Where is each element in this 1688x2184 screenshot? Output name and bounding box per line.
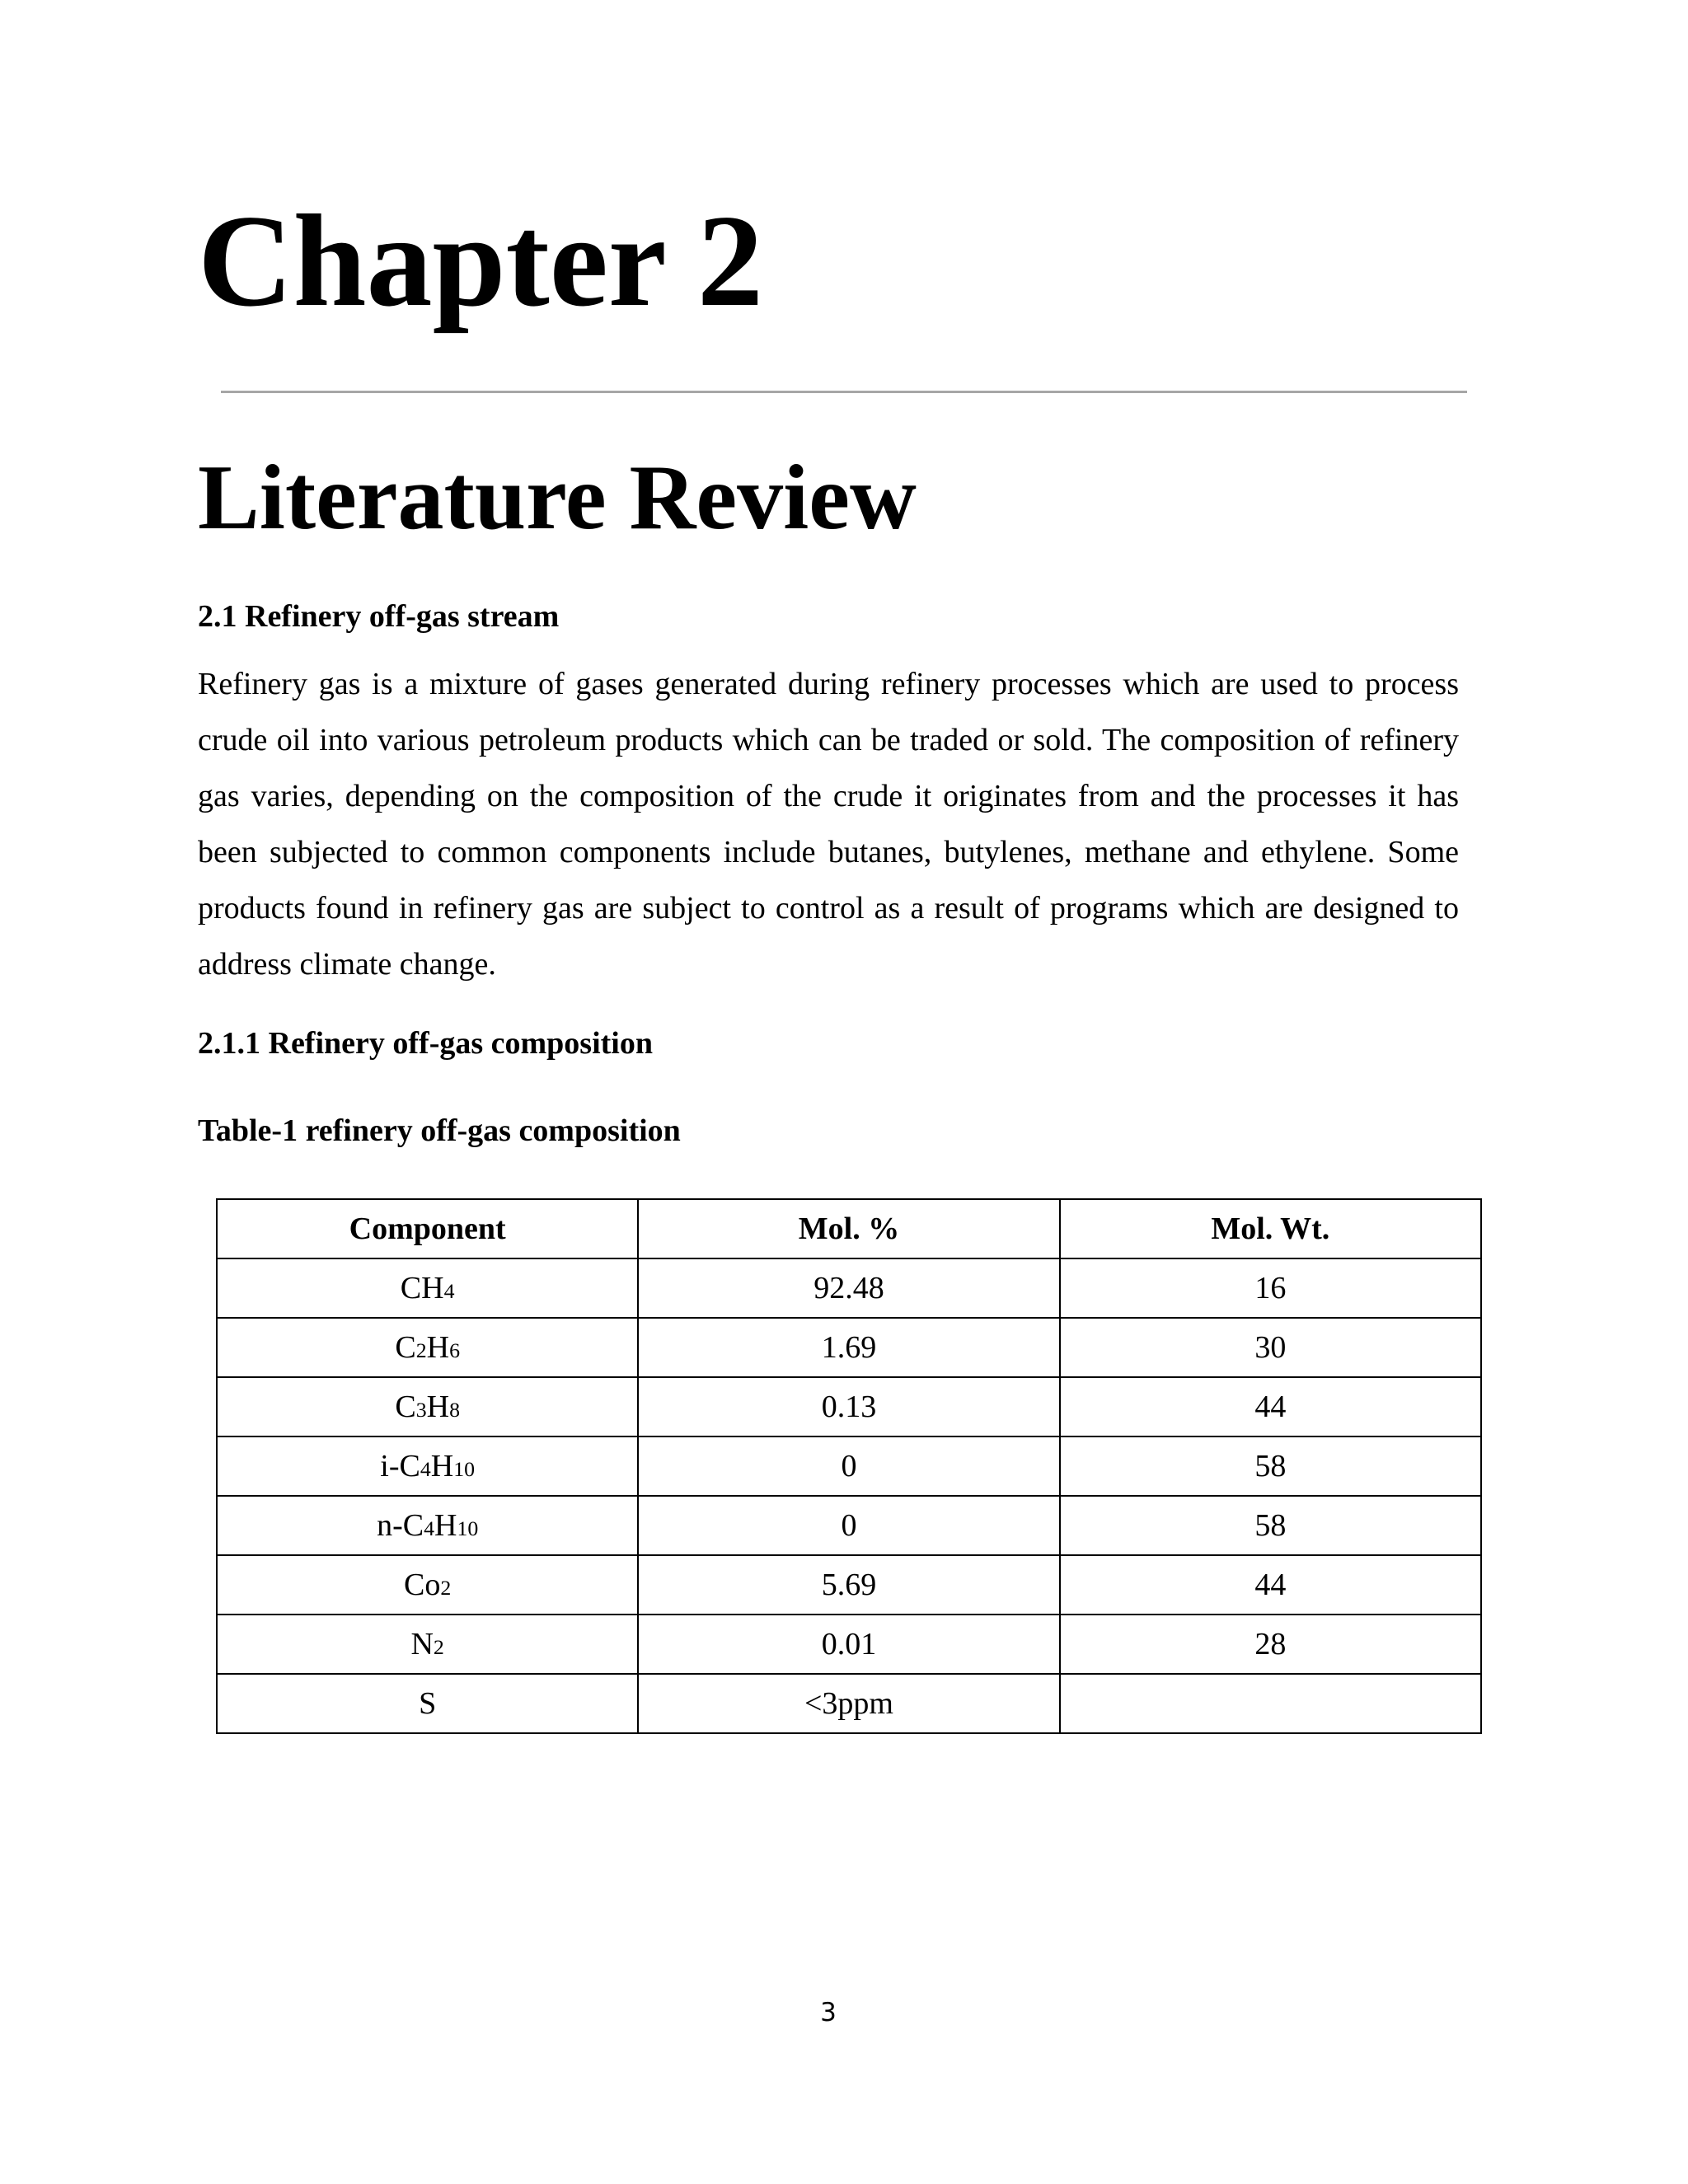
column-header-mol-percent: Mol. % (638, 1199, 1059, 1258)
table-row (217, 1258, 1481, 1318)
mol-percent-cell: 92.48 (638, 1258, 1059, 1318)
mol-weight-cell: 44 (1060, 1377, 1481, 1436)
mol-percent-cell: 0 (638, 1436, 1059, 1496)
table-row (217, 1615, 1481, 1674)
section-2-1-paragraph: Refinery gas is a mixture of gases generated during refinery processes which are used to process crude oil into various petroleum products which can be traded or sold. The composition of refinery gas varies, depending on the composition of the crude it originates from and the processes it has been subjected to common components include butanes, butylenes, methane and ethylene. Some products found in refinery gas are subject to control as a result of programs which are designed to address climate change. (198, 667, 1459, 982)
column-header-mol-weight: Mol. Wt. (1060, 1199, 1481, 1258)
component-cell: i-C4H10 (217, 1436, 638, 1496)
composition-table (216, 1198, 1482, 1734)
table-row (217, 1436, 1481, 1496)
mol-percent-cell: <3ppm (638, 1674, 1059, 1733)
chapter-number: Chapter 2 (198, 187, 763, 334)
table-row (217, 1318, 1481, 1377)
section-heading-2-1-1: 2.1.1 Refinery off-gas composition (198, 1026, 653, 1061)
mol-percent-cell: 0 (638, 1496, 1059, 1555)
chapter-title: Literature Review (198, 447, 917, 549)
table-header-row (217, 1199, 1481, 1258)
mol-percent-cell: 1.69 (638, 1318, 1059, 1377)
mol-weight-cell: 44 (1060, 1555, 1481, 1615)
mol-weight-cell: 58 (1060, 1436, 1481, 1496)
table-row (217, 1555, 1481, 1615)
section-heading-2-1: 2.1 Refinery off-gas stream (198, 599, 560, 634)
mol-weight-cell: 30 (1060, 1318, 1481, 1377)
component-cell: Co2 (217, 1555, 638, 1615)
mol-weight-cell: 28 (1060, 1615, 1481, 1674)
mol-weight-cell: 16 (1060, 1258, 1481, 1318)
component-cell: S (217, 1674, 638, 1733)
mol-weight-cell: 58 (1060, 1496, 1481, 1555)
table-row (217, 1674, 1481, 1733)
component-cell: CH4 (217, 1258, 638, 1318)
component-cell: n-C4H10 (217, 1496, 638, 1555)
component-cell: C2H6 (217, 1318, 638, 1377)
mol-weight-cell (1060, 1674, 1481, 1733)
component-cell: C3H8 (217, 1377, 638, 1436)
table-row (217, 1377, 1481, 1436)
page-number: 3 (820, 1998, 837, 2027)
mol-percent-cell: 0.01 (638, 1615, 1059, 1674)
column-header-component: Component (217, 1199, 638, 1258)
component-cell: N2 (217, 1615, 638, 1674)
chapter-divider (221, 391, 1467, 393)
table-caption: Table-1 refinery off-gas composition (198, 1113, 681, 1148)
mol-percent-cell: 0.13 (638, 1377, 1059, 1436)
mol-percent-cell: 5.69 (638, 1555, 1059, 1615)
table-row (217, 1496, 1481, 1555)
